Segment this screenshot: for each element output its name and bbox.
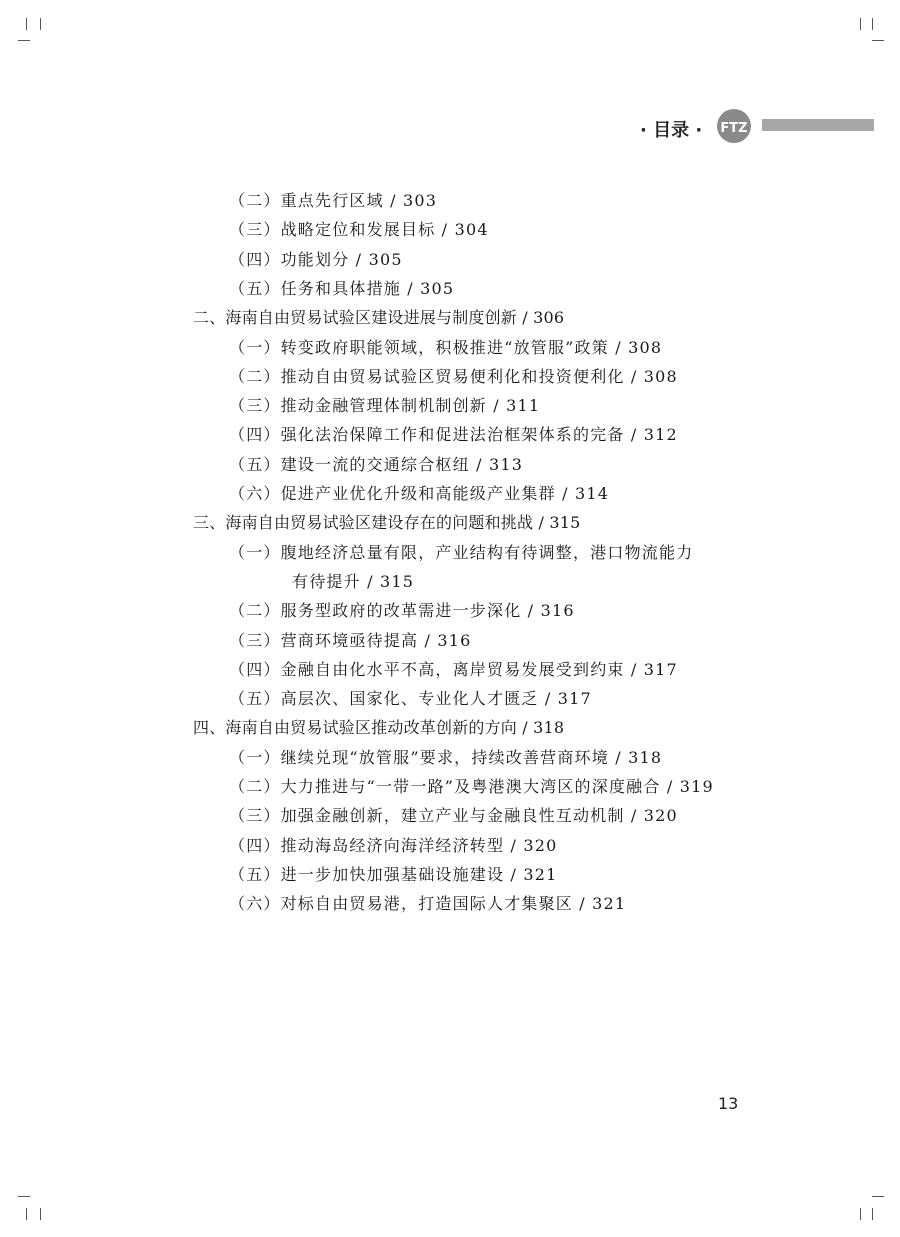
crop-mark xyxy=(18,1196,30,1197)
toc-subsection-entry: （五）高层次、国家化、专业化人才匮乏 / 317 xyxy=(229,689,592,709)
crop-mark xyxy=(40,18,41,30)
page-number: 13 xyxy=(718,1094,739,1113)
toc-subsection-entry: （六）对标自由贸易港，打造国际人才集聚区 / 321 xyxy=(229,894,627,914)
crop-mark xyxy=(26,18,27,30)
toc-subsection-entry: （三）推动金融管理体制机制创新 / 311 xyxy=(229,396,541,416)
toc-subsection-entry: （二）服务型政府的改革需进一步深化 / 316 xyxy=(229,601,575,621)
toc-subsection-entry: （四）强化法治保障工作和促进法治框架体系的完备 / 312 xyxy=(229,425,678,445)
toc-subsection-entry: （五）任务和具体措施 / 305 xyxy=(229,278,455,298)
ftz-logo-icon xyxy=(716,108,752,144)
crop-mark xyxy=(872,18,873,30)
toc-subsection-entry: （四）功能划分 / 305 xyxy=(229,249,403,269)
crop-mark xyxy=(860,1208,861,1220)
toc-subsection-entry: （四）推动海岛经济向海洋经济转型 / 320 xyxy=(229,835,558,855)
toc-section-entry: 四、海南自由贸易试验区推动改革创新的方向 / 318 xyxy=(193,718,565,738)
toc-subsection-entry: （三）战略定位和发展目标 / 304 xyxy=(229,220,489,240)
toc-subsection-entry: （六）促进产业优化升级和高能级产业集群 / 314 xyxy=(229,484,610,503)
toc-subsection-entry: （四）金融自由化水平不高，离岸贸易发展受到约束 / 317 xyxy=(229,659,678,679)
toc-subsection-entry: 有待提升 / 315 xyxy=(292,571,415,591)
toc-subsection-entry: （三）加强金融创新，建立产业与金融良性互动机制 / 320 xyxy=(229,806,678,826)
svg-text:FTZ: FTZ xyxy=(720,121,748,136)
crop-mark xyxy=(872,40,884,41)
toc-subsection-entry: （二）重点先行区域 / 303 xyxy=(229,191,438,210)
crop-mark xyxy=(872,1196,884,1197)
crop-mark xyxy=(26,1208,27,1220)
toc-subsection-entry: （一）腹地经济总量有限，产业结构有待调整，港口物流能力 xyxy=(229,542,694,562)
toc-subsection-entry: （一）转变政府职能领域，积极推进“放管服”政策 / 308 xyxy=(229,337,663,357)
toc-subsection-entry: （一）继续兑现“放管服”要求，持续改善营商环境 / 318 xyxy=(229,747,663,767)
toc-subsection-entry: （二）推动自由贸易试验区贸易便利化和投资便利化 / 308 xyxy=(229,366,678,386)
crop-mark xyxy=(18,40,30,41)
running-header xyxy=(640,108,876,144)
toc-subsection-entry: （三）营商环境亟待提高 / 316 xyxy=(229,630,472,650)
header-bar xyxy=(762,119,874,131)
crop-mark xyxy=(40,1208,41,1220)
header-title: · 目录 · xyxy=(640,120,703,141)
toc-section-entry: 二、海南自由贸易试验区建设进展与制度创新 / 306 xyxy=(193,308,565,328)
toc-subsection-entry: （五）建设一流的交通综合枢纽 / 313 xyxy=(229,454,524,474)
toc-section-entry: 三、海南自由贸易试验区建设存在的问题和挑战 / 315 xyxy=(193,513,581,533)
crop-mark xyxy=(860,18,861,30)
toc-subsection-entry: （二）大力推进与“一带一路”及粤港澳大湾区的深度融合 / 319 xyxy=(229,777,714,796)
toc-subsection-entry: （五）进一步加快加强基础设施建设 / 321 xyxy=(229,864,558,884)
crop-mark xyxy=(872,1208,873,1220)
